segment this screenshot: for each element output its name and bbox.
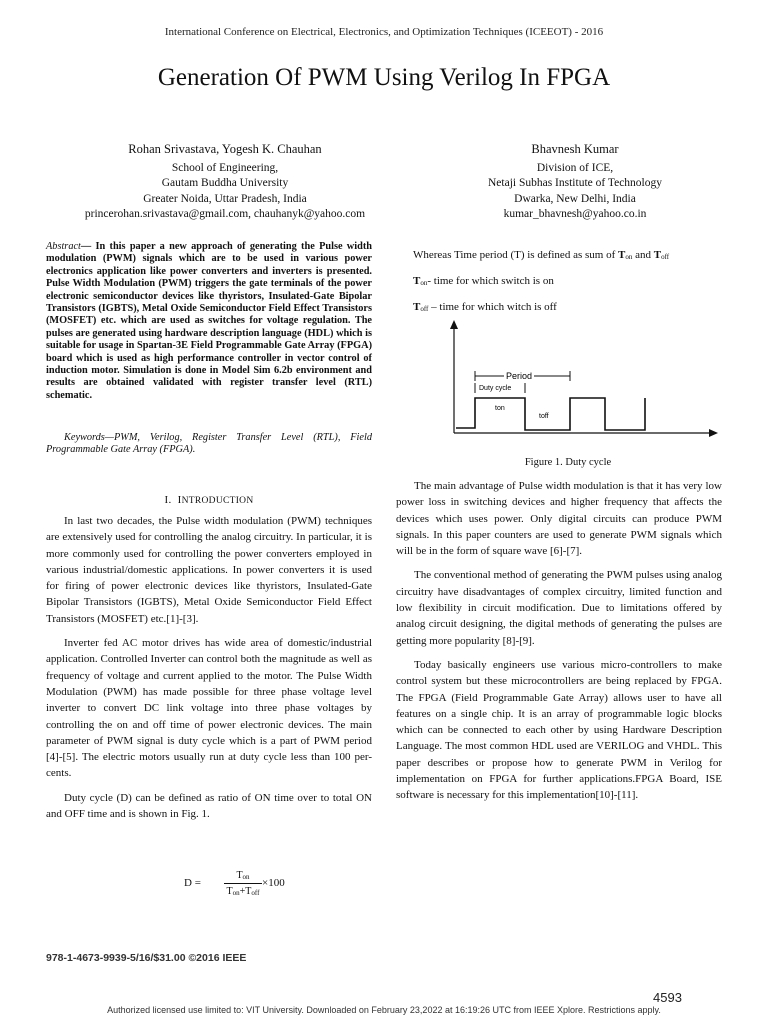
author-names: Rohan Srivastava, Yogesh K. Chauhan — [128, 142, 322, 156]
body-paragraph: In last two decades, the Pulse width modulation (PWM) techniques are extensively used for controlling the analog circuitry. In particular, it is more commonly used for controlling the power converters employed in various industrial/domestic applications. In power converters it is used for firing of power electronic devices like thyristors, Insulated-Gate Bipolar Transistors (IGBTS), Metal Oxide Semiconductor Field Effect Transistors (MOSFET) etc.[1]-[3]. — [46, 515, 372, 625]
figure-caption: Figure 1. Duty cycle — [524, 457, 612, 468]
author-affiliation: Division of ICE, — [536, 161, 614, 174]
author-email: princerohan.srivastava@gmail.com, chauhanyk@yahoo.com — [84, 208, 366, 220]
abstract-label: Abstract — [46, 241, 81, 252]
fraction-bar — [224, 883, 262, 884]
isbn-footer: 978-1-4673-9939-5/16/$31.00 ©2016 IEEE — [46, 952, 247, 964]
definition-line: Whereas Time period (T) is defined as sum of $T_{on}$ and $T_{off}$ — [413, 249, 670, 261]
equation-numerator: $T_{on}$ — [236, 870, 250, 881]
equation-denominator: $T_{on}+T_{off}$ — [226, 886, 260, 897]
author-block-2 — [420, 142, 730, 223]
author-affiliation: Dwarka, New Delhi, India — [514, 192, 636, 205]
abstract — [46, 241, 372, 402]
body-paragraph: Inverter fed AC motor drives has wide area of domestic/industrial application. Controlled Inverter can control both the magnitude as well as frequency of voltage and current applied to the motor. The Pulse Width Modulation (PWM) has made possible for three phase voltage level inverter to convert DC link voltage into three phase voltages by controlling the on and off time of power electronic devices. The main parameter of PWM signal is duty cycle which is a part of PWM period [4]-[5]. The electric motors usually run at duty cycle less than 100 per-cents. — [46, 637, 372, 780]
conference-header: International Conference on Electrical, Electronics, and Optimization Techniques (ICEEOT) - 2016 — [164, 26, 604, 38]
author-affiliation: Gautam Buddha University — [161, 177, 289, 189]
author-email: kumar_bhavnesh@yahoo.co.in — [503, 208, 647, 220]
definition-line: $T_{off}$ – time for which witch is off — [413, 301, 557, 313]
section-title-rest: NTRODUCTION — [181, 496, 254, 506]
duty-cycle-indicator — [475, 383, 525, 393]
ton-label: ton — [495, 405, 505, 412]
keywords: Keywords—PWM, Verilog, Register Transfer Level (RTL), Field Programmable Gate Array (FPGA). — [46, 432, 372, 456]
definition-line: $T_{on}-$ time for which switch is on — [413, 275, 554, 287]
section-heading — [46, 494, 372, 506]
body-paragraph: The conventional method of generating the PWM pulses using analog circuitry have disadvantages of complex circuitry, limited function and low flexibility in circuit modification. Due to limitations offered by analog circuit designing, the digital methods of generating the pulses are getting more popularity [8]-[9]. — [396, 569, 722, 647]
section-title-initial: I — [177, 494, 182, 506]
x-axis — [454, 429, 718, 437]
author-names: Bhavnesh Kumar — [531, 142, 619, 156]
period-indicator — [475, 371, 570, 381]
author-block-1 — [70, 142, 380, 223]
body-paragraph: The main advantage of Pulse width modulation is that it has very low power loss in switching devices and higher frequency that affects the devices which uses power. Only digital circuits can produce PWM signals. In this paper counters are used to generate PWM signals which will be in the form of square wave [6]-[7]. — [396, 480, 722, 558]
paper-title: Generation Of PWM Using Verilog In FPGA — [157, 64, 611, 91]
duty-cycle-label: Duty cycle — [479, 385, 512, 392]
period-label: Period — [506, 371, 533, 381]
body-paragraph: Duty cycle (D) can be defined as ratio of ON time over to total ON and OFF time and is shown in Fig. 1. — [46, 791, 372, 821]
body-paragraph: Today basically engineers use various micro-controllers to make control system but these microcontrollers are being replaced by FPGA. The FPGA (Field Programmable Gate Array) allows user to have all features on a single chip. It is an array of programmable logic blocks which can be connected to each other by using Hardware Description Language. The most common HDL used are VERILOG and VHDL. This paper describes or propose how to generate PWM in Verilog for implementation on FPGA for further applications.FPGA Board, ISE software is necessary for this implementation[10]-[11]. — [396, 658, 722, 802]
author-affiliation: Greater Noida, Uttar Pradesh, India — [143, 192, 307, 205]
duty-cycle-equation — [184, 870, 324, 900]
equation-lhs: D = — [184, 877, 201, 889]
left-column-body — [46, 513, 372, 830]
section-number: I. — [164, 494, 172, 506]
duty-cycle-figure — [430, 318, 720, 448]
abstract-text: — In this paper a new approach of generating the Pulse width modulation (PWM) signals which are to be used in various power electronics application like power converters and inverters is presented. Pulse Width Modulation (PWM) triggers the gate terminals of the power electronic semiconductor devices like thyristors, Insulated-Gate Bipolar Transistors (IGBTS), Metal Oxide Semiconductor Field Effect Transistors (MOSFET) etc. which are used as switches for voltage regulation. The pulses are generated using hardware description language (HDL) which is suitable for usage in Spartan-3E Field Programmable Gate Array (FPGA) board which is used as high performance controller in vector control of induction motor. Simulation is done in Model Sim 6.2b environment and results are obtained validated with register transfer level (RTL) schematic. — [46, 241, 372, 401]
equation-factor: ×100 — [262, 877, 285, 889]
author-affiliation: Netaji Subhas Institute of Technology — [487, 177, 662, 189]
pwm-waveform — [456, 398, 645, 430]
y-axis — [450, 320, 458, 433]
right-column-body — [396, 478, 722, 812]
time-period-definitions — [413, 243, 723, 321]
page-number: 4593 — [653, 990, 682, 1005]
license-notice: Authorized licensed use limited to: VIT University. Downloaded on February 23,2022 at 16:19:26 UTC from IEEE Xplore. Restrictions apply. — [107, 1005, 661, 1015]
author-affiliation: School of Engineering, — [171, 161, 279, 174]
toff-label: toff — [539, 413, 549, 420]
